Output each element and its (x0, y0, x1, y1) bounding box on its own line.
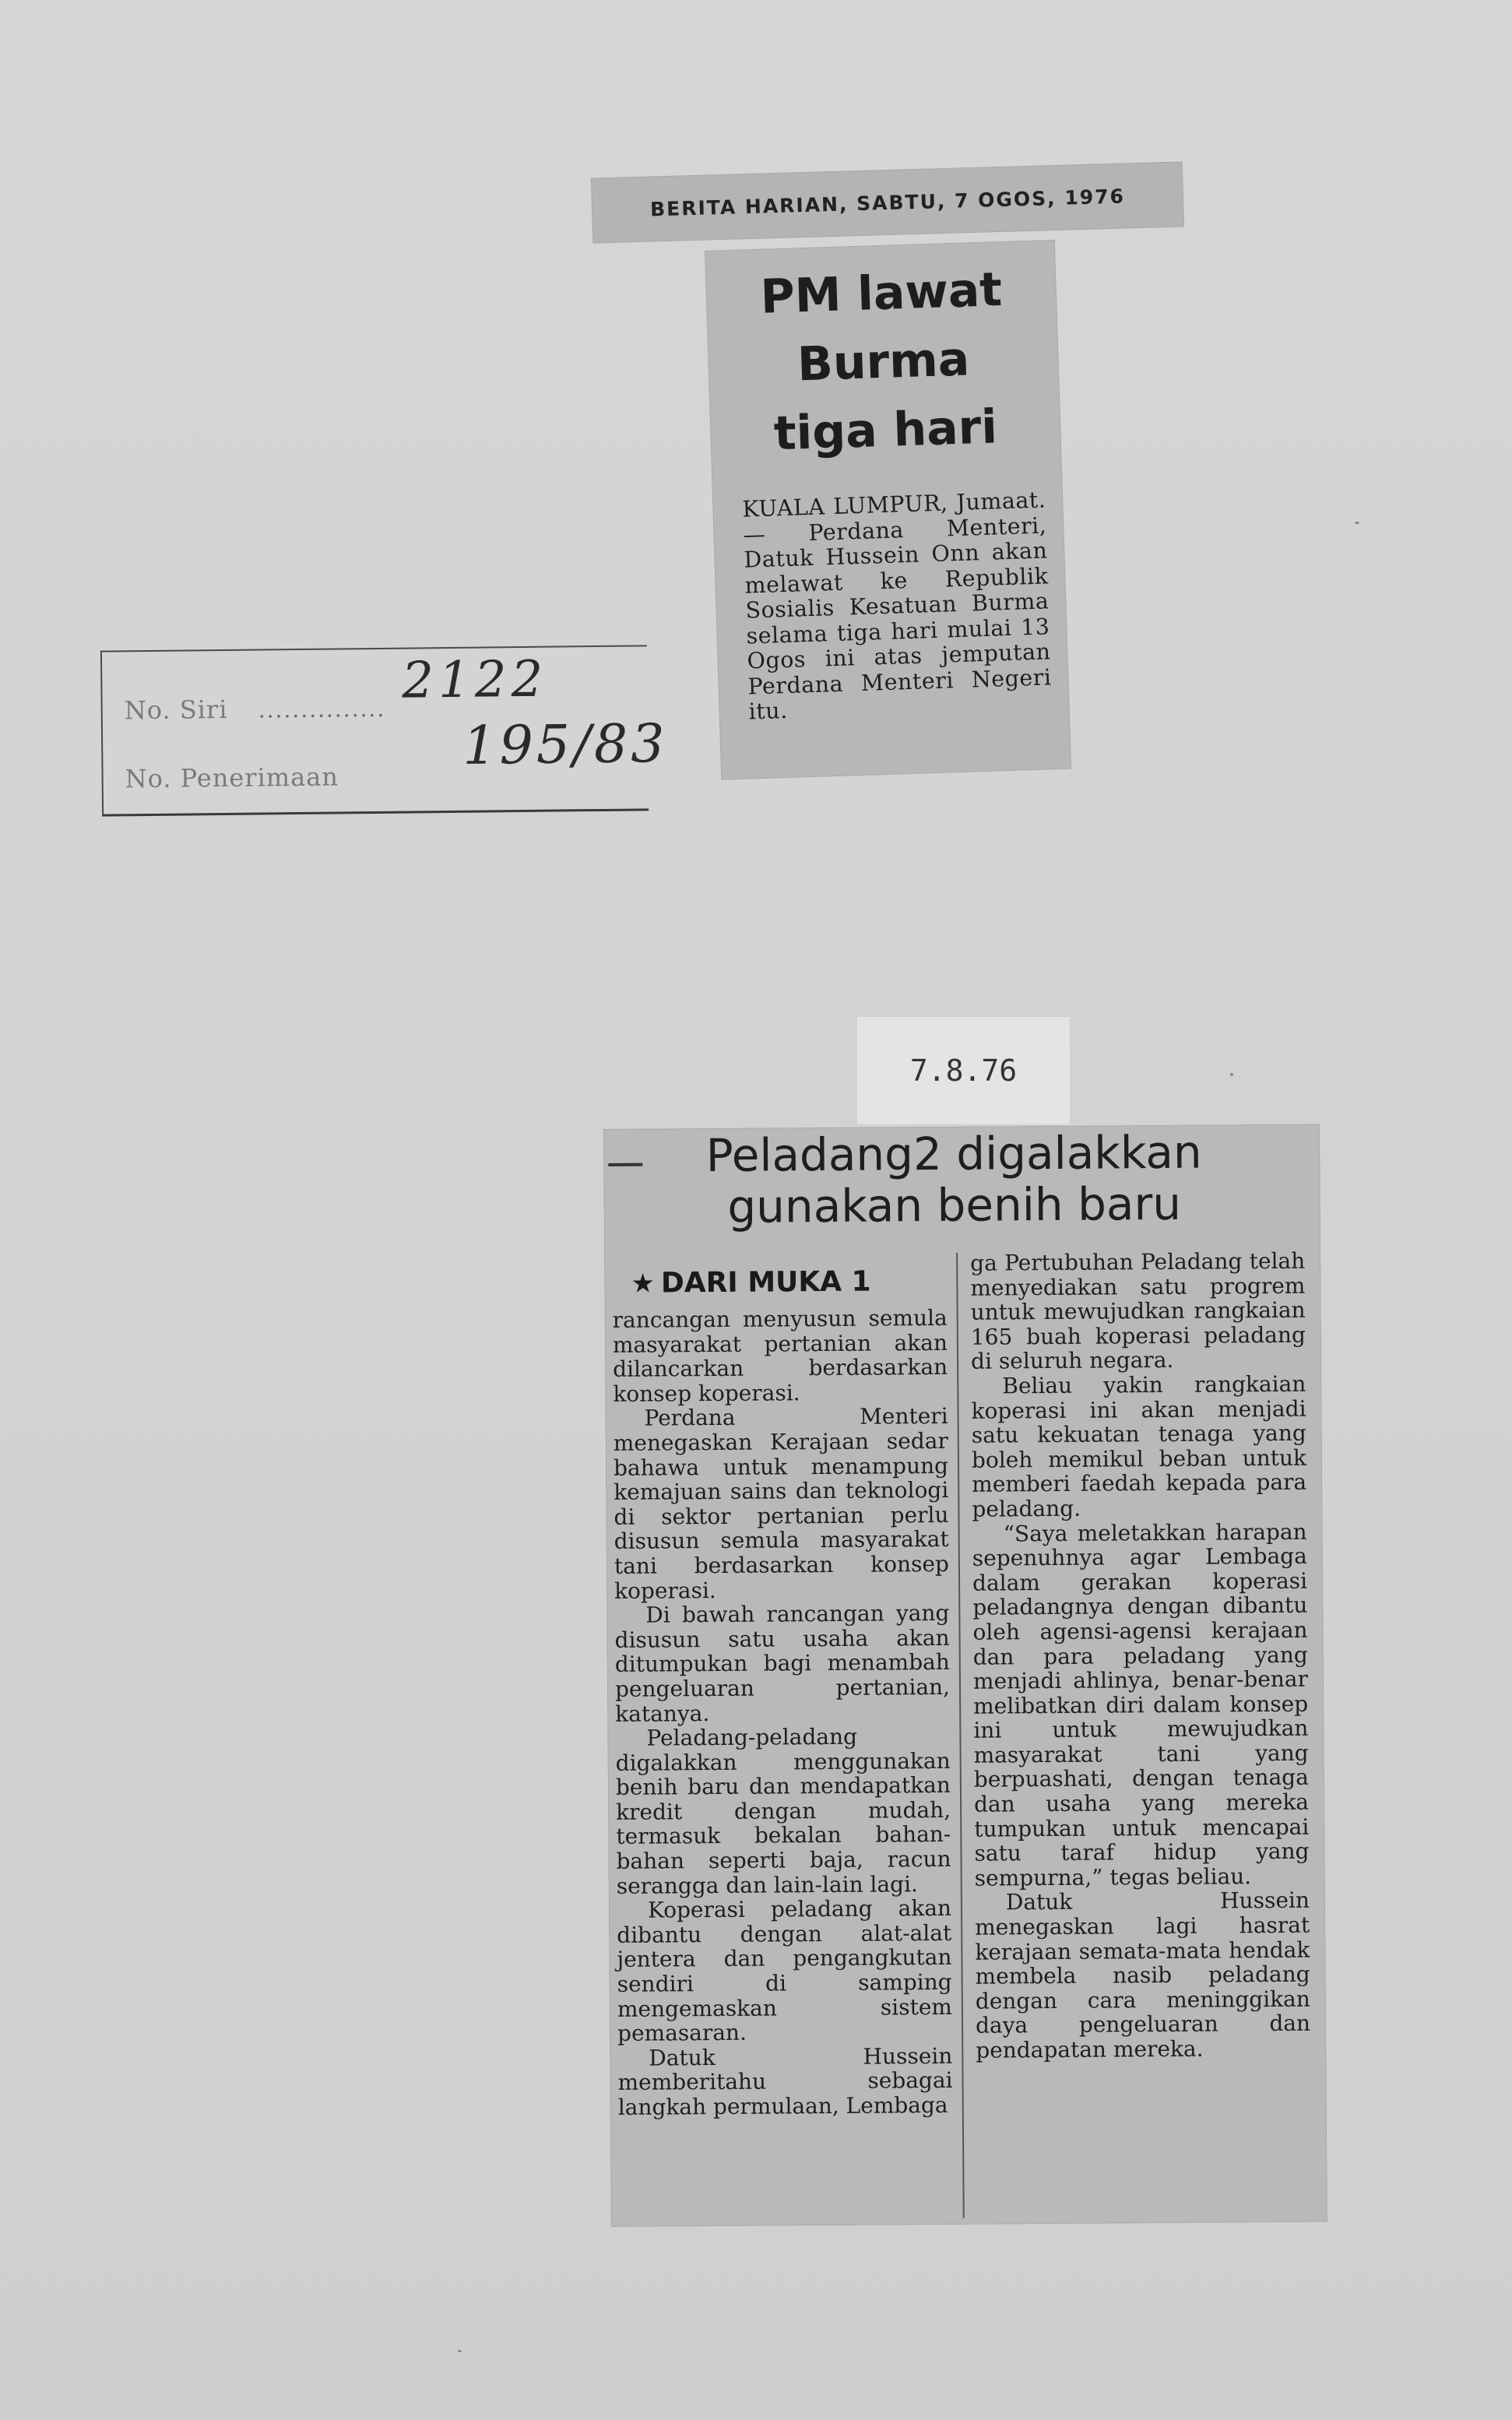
masthead-text: BERITA HARIAN, SABTU, 7 OGOS, 1976 (649, 184, 1126, 221)
paragraph: Peladang-peladang digalakkan menggunakan benih baru dan mendapatkan kredit dengan mudah, termasuk bekalan bahan-bahan seperti baja, racun serangga dan lain-lain lagi. (615, 1723, 951, 1899)
headline2-line-1: Peladang2 digalakkan (705, 1125, 1202, 1183)
headline-line-3: tiga hari (772, 399, 998, 462)
no-siri-label: No. Siri (124, 694, 228, 726)
clipping-body-text: KUALA LUMPUR, Jumaat. — Perdana Menteri, Datuk Hussein Onn akan melawat ke Republik Sosialis Kesatuan Burma selama tiga hari mulai 13 Ogos ini atas jemputan Perdana Menteri Negeri itu. (741, 487, 1052, 725)
headline-line-1: PM lawat (759, 262, 1003, 325)
article-right-column (970, 1249, 1310, 2063)
paragraph: rancangan menyusun semula masyarakat pertanian akan dilancarkan berdasarkan konsep koperasi. (612, 1304, 948, 1407)
column-divider (956, 1253, 965, 2218)
clipping2-headline (603, 1126, 1305, 1233)
no-siri-handwritten-value: 2122 (401, 650, 548, 710)
paragraph: Perdana Menteri menegaskan Kerajaan sedar bahawa untuk menampung kemajuan sains dan teknologi di sektor pertanian perlu disusun semula masyarakat tani berdasarkan konsep koperasi. (613, 1403, 950, 1604)
headline2-line-2: gunakan benih baru (727, 1177, 1182, 1233)
star-icon: ★ (631, 1268, 656, 1300)
paragraph: Beliau yakin rangkaian koperasi ini akan menjadi satu kekuatan tenaga yang boleh memikul beban untuk memberi faedah kepada para peladang. (971, 1370, 1307, 1522)
newspaper-masthead-strip (591, 161, 1184, 243)
clipping-headline (705, 254, 1062, 470)
paragraph: “Saya meletakkan harapan sepenuhnya agar Lembaga dalam gerakan koperasi peladangnya dengan dibantu oleh agensi-agensi kerajaan dan para peladang yang menjadi ahlinya, benar-benar melibatkan diri dalam konsep ini untuk mewujudkan masyarakat tani yang berpuashati, dengan tenaga dan usaha yang mereka tumpukan untuk mencapai satu taraf hidup yang sempurna,” tegas beliau. (972, 1518, 1310, 1891)
date-label (856, 1016, 1071, 1125)
paragraph: Di bawah rancangan yang disusun satu usaha akan ditumpukan bagi menambah pengeluaran pertanian, katanya. (614, 1600, 951, 1727)
kicker-text: DARI MUKA 1 (660, 1265, 871, 1300)
paragraph: Datuk Hussein memberitahu sebagai langkah permulaan, Lembaga (617, 2042, 953, 2120)
paper-speck (1355, 522, 1359, 524)
headline-line-2: Burma (796, 332, 971, 392)
article-left-column (612, 1264, 953, 2120)
archive-stamp-box (100, 645, 668, 816)
no-siri-dotted-line: ............... (258, 695, 386, 723)
paper-speck (1230, 1073, 1233, 1076)
paragraph: Koperasi peladang akan dibantu dengan alat-alat jentera dan pengangkutan sendiri di samping mengemaskan sistem pemasaran. (617, 1895, 952, 2047)
paper-speck (458, 2350, 462, 2352)
continuation-kicker (631, 1264, 947, 1302)
paragraph: ga Pertubuhan Peladang telah menyediakan satu progrem untuk mewujudkan rangkaian 165 buah koperasi peladang di seluruh negara. (970, 1247, 1306, 1375)
no-penerimaan-handwritten-value: 195/83 (462, 713, 668, 777)
paragraph: Datuk Hussein menegaskan lagi hasrat kerajaan semata-mata hendak membela nasib peladang dengan cara meninggikan daya pengeluaran dan pendapatan mereka. (975, 1887, 1311, 2063)
news-clipping-farmers (603, 1124, 1327, 2227)
date-label-text: 7.8.76 (909, 1053, 1018, 1088)
news-clipping-pm-visit (705, 240, 1071, 780)
no-penerimaan-label: No. Penerimaan (125, 762, 339, 794)
